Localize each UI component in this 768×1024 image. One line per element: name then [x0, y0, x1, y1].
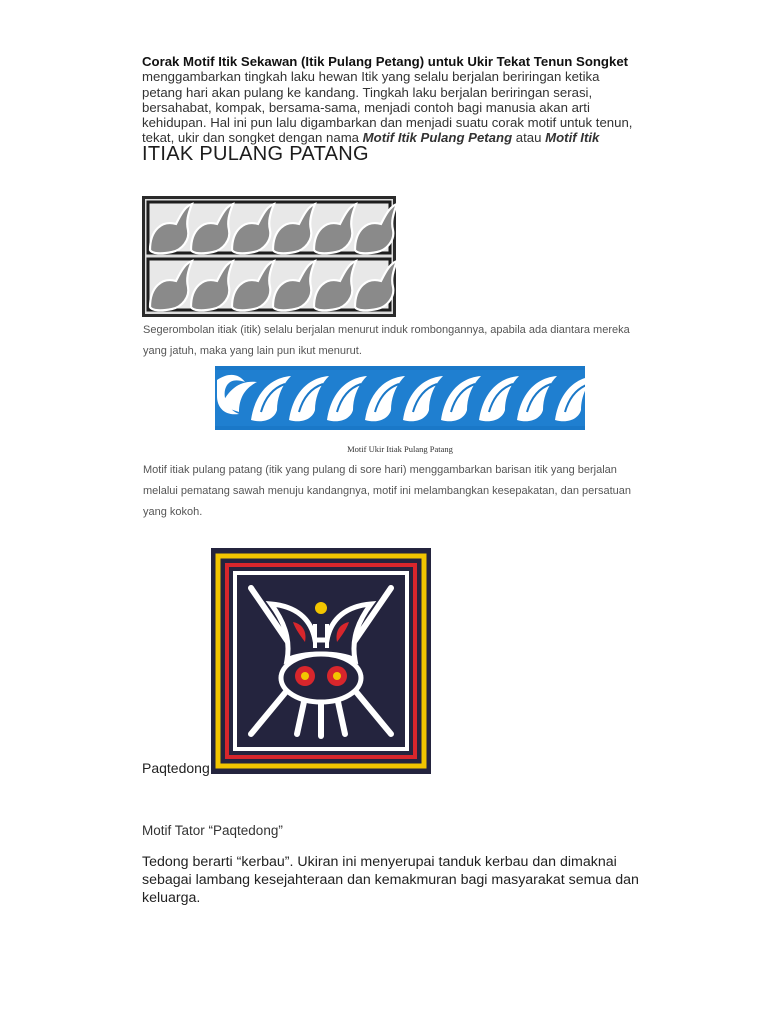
paragraph-2: Motif itiak pulang patang (itik yang pulang di sore hari) menggambarkan barisan itik yang berjalan melalui pematang sawah menuju kandangnya, motif ini melambangkan kesepakatan, dan persatuan yang kokoh.	[143, 464, 631, 518]
intro-body: menggambarkan tingkah laku hewan Itik yang selalu berjalan beriringan ketika petang hari akan pulang ke kandang. Tingkah laku berjalan beriringan serasi, bersahabat, kompak, bersama-sama, menjadi contoh bagi manusia akan arti kehidupan. Hal ini pun lalu digambarkan dan menjadi suatu corak motif untuk tenun, tekat, ukir dan songket dengan nama	[142, 69, 633, 146]
paqtedong-subheading: Motif Tator “Paqtedong”	[142, 823, 283, 838]
paqtedong-motif-image	[211, 548, 431, 774]
intro-motif-name-2: Motif Itik	[545, 130, 600, 146]
itik-motif-image	[142, 196, 396, 317]
section-heading: ITIAK PULANG PATANG	[142, 143, 369, 165]
blue-motif-caption: Motif Ukir Itiak Pulang Patang	[347, 444, 453, 454]
intro-bold-lead: Corak Motif Itik Sekawan (Itik Pulang Petang) untuk Ukir Tekat Tenun Songket	[142, 54, 629, 69]
intro-motif-name-1: Motif Itik Pulang Petang	[362, 130, 513, 146]
intro-connector: atau	[512, 130, 546, 146]
intro-paragraph	[142, 54, 642, 146]
paqtedong-label: Paqtedong	[142, 760, 210, 776]
paragraph-1: Segerombolan itiak (itik) selalu berjalan menurut induk rombongannya, apabila ada diantara mereka yang jatuh, maka yang lain pun ikut menurut.	[143, 324, 630, 357]
blue-ukir-motif-image	[215, 366, 585, 430]
closing-paragraph: Tedong berarti “kerbau”. Ukiran ini menyerupai tanduk kerbau dan dimaknai sebagai lambang kesejahteraan dan kemakmuran bagi masyarakat semua dan keluarga.	[142, 854, 639, 906]
